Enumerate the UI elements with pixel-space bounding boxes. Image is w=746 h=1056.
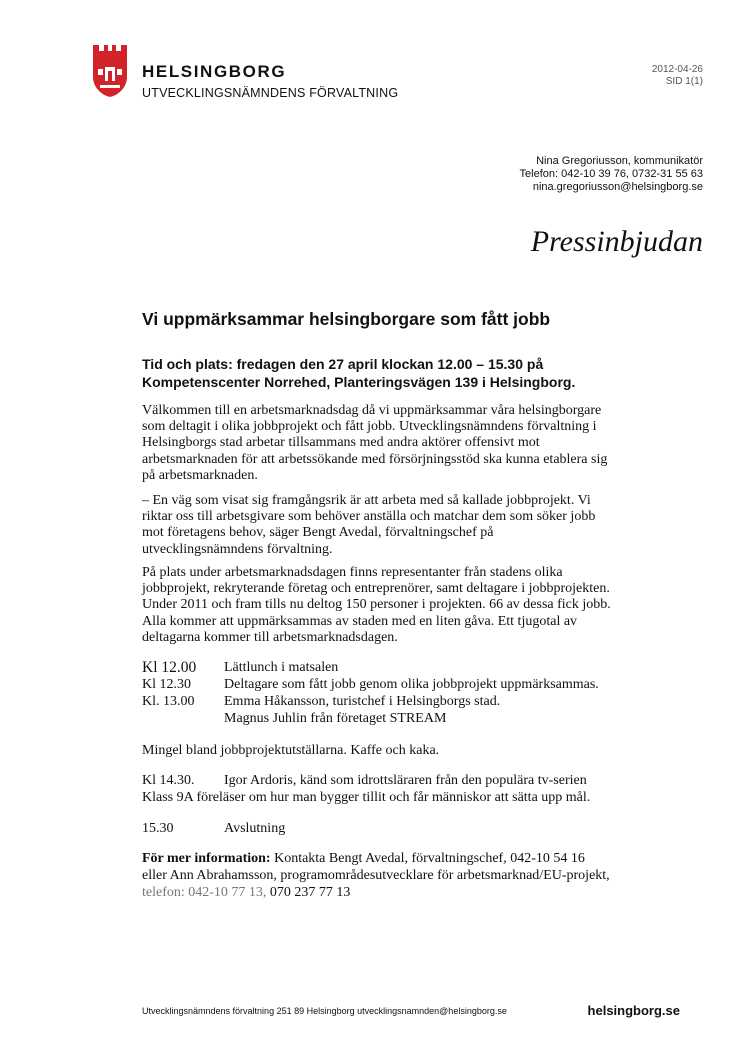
intro-paragraph: Välkommen till en arbetsmarknadsdag då vi uppmärksammar våra helsingborgare som deltagit i olika jobbprojekt och fått jobb. Utvecklingsnämndens förvaltning i Helsingborgs stad arbetar tillsammans med andra aktörer offensivt mot arbetsmarknaden för att arbetssökande med försörjningsstöd ska kunna etablera sig på arbetsmarknaden. <box>142 403 608 483</box>
contact-phone: Telefon: 042-10 39 76, 0732-31 55 63 <box>519 168 703 180</box>
time-and-place <box>142 355 622 391</box>
document-meta <box>652 64 703 88</box>
more-info-phone: telefon: 042-10 77 13, <box>142 885 267 900</box>
footer-website-link[interactable]: helsingborg.se <box>587 1003 680 1018</box>
document-date: 2012-04-26 <box>651 64 703 75</box>
closing-time: 15.30 <box>142 821 174 836</box>
speaker-text: Igor Ardoris, känd som idrottsläraren från den populära tv-serien Klass 9A föreläser om hur man bygger tillit och får människor att sätta upp mål. <box>142 773 591 805</box>
schedule-text: Magnus Juhlin från företaget STREAM <box>224 711 447 726</box>
schedule-text: Deltagare som fått jobb genom olika jobbprojekt uppmärksammas. <box>224 677 599 692</box>
schedule-list <box>142 659 599 727</box>
time-place-line-1: Tid och plats: fredagen den 27 april klockan 12.00 – 15.30 på <box>142 356 544 372</box>
contact-block <box>520 155 703 194</box>
speaker-item <box>142 772 612 806</box>
schedule-text: Lättlunch i matsalen <box>224 660 339 675</box>
contact-name: Nina Gregoriusson, kommunikatör <box>536 155 703 167</box>
schedule-item <box>142 676 599 693</box>
more-information <box>142 850 612 901</box>
more-info-mobile: 070 237 77 13 <box>266 885 351 900</box>
more-info-text: Kontakta Bengt Avedal, förvaltningschef, 042-10 54 16 eller Ann Abrahamsson, programområdesutvecklare för arbetsmarknad/EU-projekt, <box>142 851 610 883</box>
schedule-item <box>142 693 599 710</box>
quote-paragraph: – En väg som visat sig framgångsrik är att arbeta med så kallade jobbprojekt. Vi riktar oss till arbetsgivare som behöver anställa och matchar dem som söker jobb mot företagens behov, säger Bengt Avedal, förvaltningschef på utvecklingsnämndens förvaltning. <box>142 493 596 557</box>
details-paragraph: På plats under arbetsmarknadsdagen finns representanter från stadens olika jobbprojekt, rekryterande företag och entreprenörer, samt deltagare i jobbprojekten. Under 2011 och fram tills nu deltog 150 personer i projekten. 66 av dessa fick jobb. Alla kommer att uppmärksammas av staden med en liten gåva. Ett tjugotal av deltagarna kommer till arbetsmarknadsdagen. <box>142 565 611 645</box>
contact-email: nina.gregoriusson@helsingborg.se <box>532 181 703 193</box>
helsingborg-crest-logo <box>92 43 128 99</box>
mingel-text: Mingel bland jobbprojektutställarna. Kaffe och kaka. <box>142 743 440 758</box>
closing-item <box>142 821 285 837</box>
schedule-text: Emma Håkansson, turistchef i Helsingborgs stad. <box>224 694 501 709</box>
closing-text: Avslutning <box>224 821 286 836</box>
schedule-time <box>142 710 224 727</box>
page-number: SID 1(1) <box>665 76 703 87</box>
schedule-item <box>142 710 599 727</box>
press-headline: Vi uppmärksammar helsingborgare som fått jobb <box>142 309 551 329</box>
schedule-time: Kl. 13.00 <box>142 694 195 709</box>
time-place-line-2: Kompetenscenter Norrehed, Planteringsvägen 139 i Helsingborg. <box>142 374 576 390</box>
document-type-title: Pressinbjudan <box>530 225 703 258</box>
department-name: UTVECKLINGSNÄMNDENS FÖRVALTNING <box>142 86 399 100</box>
schedule-time: Kl 12.30 <box>142 677 191 692</box>
schedule-item <box>142 659 599 676</box>
schedule-time: Kl 12.00 <box>142 659 197 676</box>
organization-name: HELSINGBORG <box>142 62 287 81</box>
more-info-label: För mer information: <box>142 851 271 866</box>
speaker-time: Kl 14.30. <box>142 773 195 788</box>
footer-address: Utvecklingsnämndens förvaltning 251 89 Helsingborg utvecklingsnamnden@helsingborg.se <box>142 1006 507 1016</box>
